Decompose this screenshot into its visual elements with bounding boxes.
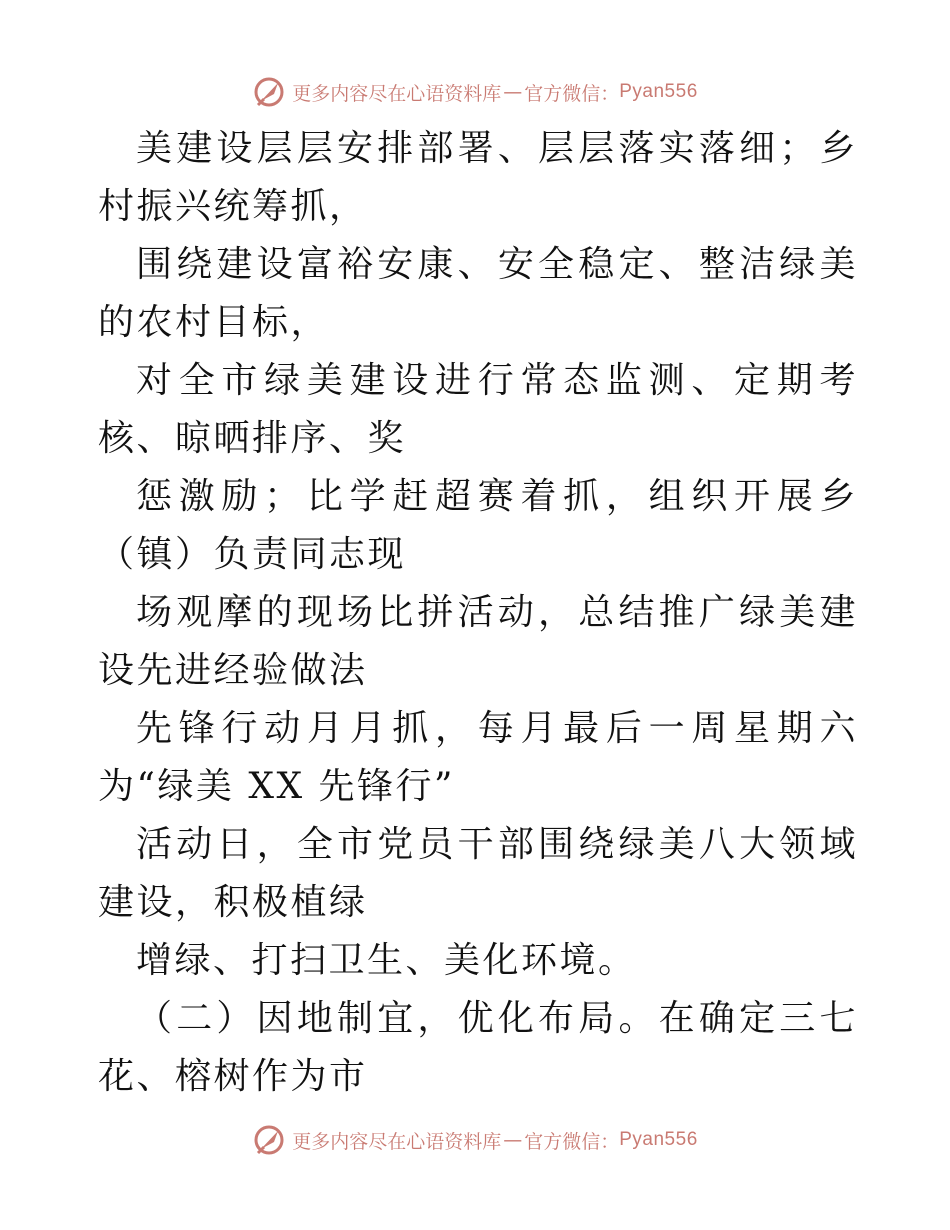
watermark-account-label: 官方微信：: [524, 1130, 620, 1153]
paragraph: 美建设层层安排部署、层层落实落细；乡村振兴统筹抓，: [98, 128, 858, 227]
paragraph: 场观摩的现场比拼活动，总结推广绿美建设先进经验做法: [98, 592, 858, 691]
paragraph: 先锋行动月月抓，每月最后一周星期六为“绿美 XX 先锋行”: [98, 708, 858, 807]
watermark-text: 更多内容尽在心语资料库: [292, 1130, 502, 1153]
watermark-dash: —: [503, 81, 523, 103]
footer-watermark: [0, 1120, 950, 1160]
quill-logo-icon: [252, 75, 286, 109]
paragraph: 围绕建设富裕安康、安全稳定、整洁绿美的农村目标，: [98, 244, 858, 343]
paragraph: 活动日，全市党员干部围绕绿美八大领域建设，积极植绿: [98, 824, 858, 923]
document-body: [98, 120, 858, 1106]
watermark-text: 更多内容尽在心语资料库: [292, 82, 502, 105]
watermark-account-id: Pyan556: [619, 81, 698, 102]
quill-logo-icon: [252, 1123, 286, 1157]
paragraph: 惩激励；比学赶超赛着抓，组织开展乡（镇）负责同志现: [98, 476, 858, 575]
watermark-account-label: 官方微信：: [524, 82, 620, 105]
watermark-account-id: Pyan556: [619, 1129, 698, 1150]
header-watermark: [0, 72, 950, 112]
paragraph: （二）因地制宜，优化布局。在确定三七花、榕树作为市: [98, 998, 858, 1097]
paragraph: 增绿、打扫卫生、美化环境。: [136, 940, 637, 981]
watermark-dash: —: [503, 1129, 523, 1151]
paragraph: 对全市绿美建设进行常态监测、定期考核、晾晒排序、奖: [98, 360, 858, 459]
